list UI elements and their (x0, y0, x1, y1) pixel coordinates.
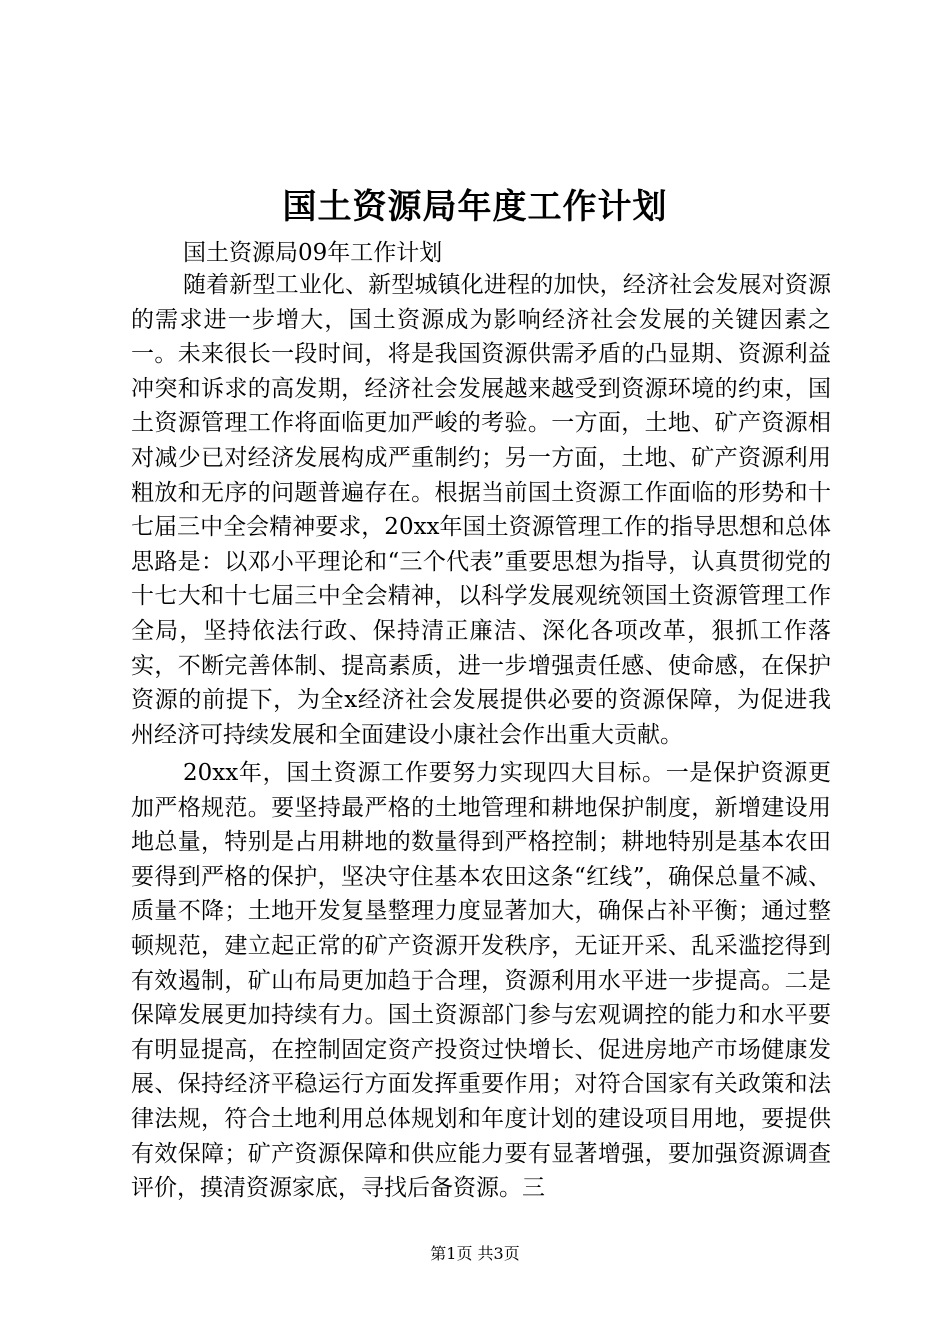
document-title: 国土资源局年度工作计划 (282, 187, 668, 227)
document-subtitle: 国土资源局09年工作计划 (183, 240, 443, 266)
page-number-footer: 第1页 共3页 (430, 1244, 520, 1263)
paragraph-2: 20xx年，国土资源工作要努力实现四大目标。一是保护资源更加严格规范。要坚持最严格的土地管理和耕地保护制度，新增建设用地总量，特别是占用耕地的数量得到严格控制；耕地特别是基本农田要得到严格的保护，坚决守住基本农田这条“红线”，确保总量不减、质量不降；土地开发复垦整理力度显著加大，确保占补平衡；通过整顿规范，建立起正常的矿产资源开发秩序，无证开采、乱采滥挖得到有效遏制，矿山布局更加趋于合理，资源利用水平进一步提高。二是保障发展更加持续有力。国土资源部门参与宏观调控的能力和水平要有明显提高，在控制固定资产投资过快增长、促进房地产市场健康发展、保持经济平稳运行方面发挥重要作用；对符合国家有关政策和法律法规，符合土地利用总体规划和年度计划的建设项目用地，要提供有效保障；矿产资源保障和供应能力要有显著增强，要加强资源调查评价，摸清资源家底，寻找后备资源。三 (131, 760, 831, 1202)
paragraph-1: 随着新型工业化、新型城镇化进程的加快，经济社会发展对资源的需求进一步增大，国土资源成为影响经济社会发展的关键因素之一。未来很长一段时间，将是我国资源供需矛盾的凸显期、资源利益冲突和诉求的高发期，经济社会发展越来越受到资源环境的约束，国土资源管理工作将面临更加严峻的考验。一方面，土地、矿产资源相对减少已对经济发展构成严重制约；另一方面，土地、矿产资源利用粗放和无序的问题普遍存在。根据当前国土资源工作面临的形势和十七届三中全会精神要求，20xx年国土资源管理工作的指导思想和总体思路是：以邓小平理论和“三个代表”重要思想为指导，认真贯彻党的十七大和十七届三中全会精神，以科学发展观统领国土资源管理工作全局，坚持依法行政、保持清正廉洁、深化各项改革，狠抓工作落实，不断完善体制、提高素质，进一步增强责任感、使命感，在保护资源的前提下，为全x经济社会发展提供必要的资源保障，为促进我州经济可持续发展和全面建设小康社会作出重大贡献。 (131, 272, 831, 748)
